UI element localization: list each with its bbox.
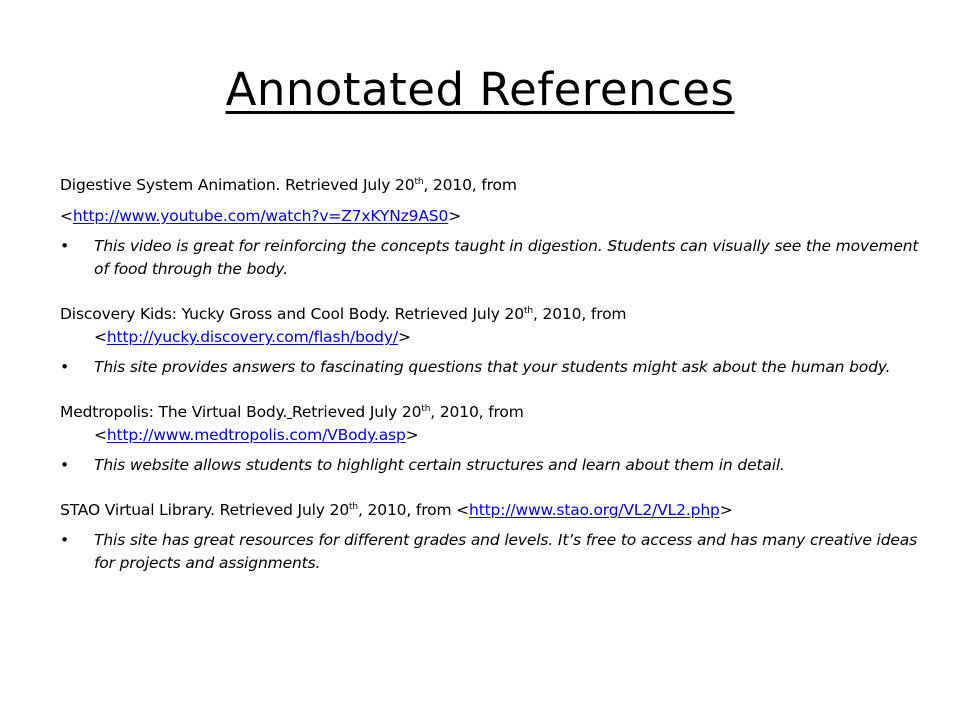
reference-link[interactable]: http://yucky.discovery.com/flash/body/ xyxy=(106,328,398,346)
bullet-icon: • xyxy=(60,456,69,474)
annotation-text: This website allows students to highlight certain structures and learn about them in detail. xyxy=(94,456,785,474)
references-list xyxy=(60,174,920,575)
citation-tail: , 2010, from xyxy=(532,305,627,323)
bullet-icon: • xyxy=(60,237,69,255)
angle-close: > xyxy=(397,328,411,346)
citation-text: Medtropolis: The Virtual Body. xyxy=(60,403,288,421)
citation-url-line xyxy=(60,424,920,447)
citation-superscript: th xyxy=(414,177,424,187)
citation-line xyxy=(60,401,920,424)
reference-item xyxy=(60,499,920,575)
citation-tail: , 2010, from xyxy=(423,176,517,194)
citation-tail: , 2010, from xyxy=(357,501,452,519)
angle-open: < xyxy=(94,426,107,444)
citation-line xyxy=(60,174,920,197)
annotation-text: This video is great for reinforcing the concepts taught in digestion. Students can visually see the movement of food through the body. xyxy=(94,237,919,278)
angle-close: > xyxy=(719,501,733,519)
angle-close: > xyxy=(448,207,462,225)
reference-item xyxy=(60,303,920,379)
annotation-text: This site has great resources for different grades and levels. It’s free to access and has many creative ideas for projects and assignments. xyxy=(94,531,918,572)
citation-line xyxy=(60,499,920,522)
bullet-icon: • xyxy=(60,531,69,549)
annotation-text: This site provides answers to fascinating questions that your students might ask about the human body. xyxy=(94,358,891,376)
citation-tail: , 2010, from xyxy=(430,403,524,421)
citation-text-2: Retrieved July 20 xyxy=(291,403,422,421)
angle-open: < xyxy=(456,501,470,519)
citation-text: STAO Virtual Library. Retrieved July 20 xyxy=(60,501,350,519)
annotation-bullet xyxy=(60,356,920,379)
annotation-bullet xyxy=(60,235,920,281)
bullet-icon: • xyxy=(60,358,69,376)
annotation-bullet xyxy=(60,529,920,575)
annotation-bullet xyxy=(60,454,920,477)
angle-open: < xyxy=(60,207,73,225)
citation-line xyxy=(60,303,920,326)
reference-item xyxy=(60,174,920,281)
reference-link[interactable]: http://www.stao.org/VL2/VL2.php xyxy=(469,501,720,519)
reference-link[interactable]: http://www.youtube.com/watch?v=Z7xKYNz9AS0 xyxy=(72,207,449,225)
citation-superscript: th xyxy=(421,404,431,414)
citation-text: Discovery Kids: Yucky Gross and Cool Body. Retrieved July 20 xyxy=(60,305,524,323)
angle-close: > xyxy=(405,426,419,444)
page-title: Annotated References xyxy=(225,63,735,116)
citation-superscript: th xyxy=(349,502,358,512)
angle-open: < xyxy=(94,328,107,346)
citation-superscript: th xyxy=(524,306,533,316)
reference-item xyxy=(60,401,920,477)
citation-text: Digestive System Animation. Retrieved July 20 xyxy=(60,176,415,194)
reference-link[interactable]: http://www.medtropolis.com/VBody.asp xyxy=(106,426,406,444)
citation-url-line xyxy=(60,205,920,228)
citation-url-line xyxy=(60,326,920,349)
